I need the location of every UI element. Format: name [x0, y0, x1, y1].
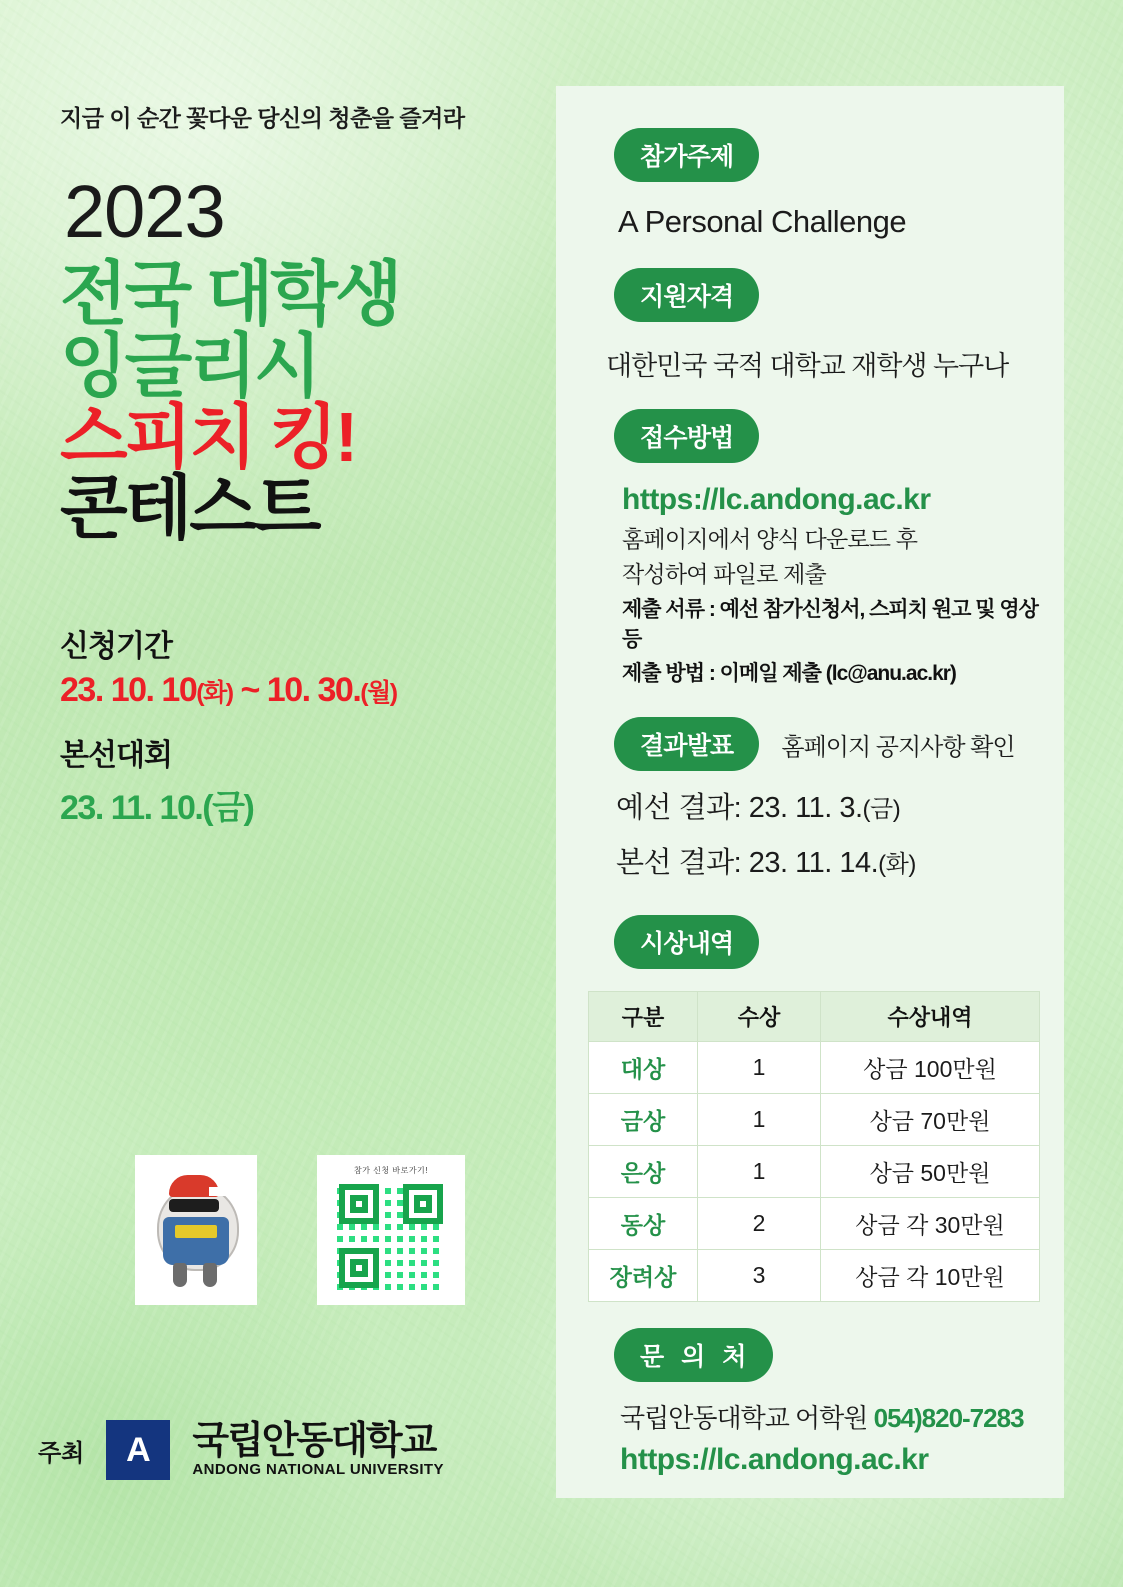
university-name-ko: 국립안동대학교: [192, 1420, 436, 1463]
results-pill: 결과발표: [614, 717, 759, 771]
qr-code-icon[interactable]: [337, 1182, 445, 1290]
mascot-legs: [173, 1263, 217, 1289]
results-prelim-label: 예선 결과:: [616, 792, 742, 824]
tagline: 지금 이 순간 꽃다운 당신의 청춘을 즐겨라: [60, 105, 465, 131]
prizes-header-category: 구분: [589, 992, 698, 1042]
results-final-value: 23. 11. 14.: [748, 847, 879, 879]
howto-pill: 접수방법: [614, 409, 759, 463]
host-row: [38, 1420, 444, 1480]
qr-caption: 참가 신청 바로가기!: [354, 1166, 428, 1175]
results-header-row: [614, 717, 1040, 771]
results-prelim-day: (금): [862, 796, 901, 823]
prizes-header-row: [589, 992, 1040, 1042]
howto-line-2: 작성하여 파일로 제출: [622, 561, 826, 587]
apply-start-day: (화): [196, 678, 233, 707]
apply-period-value: [60, 671, 560, 710]
prize-count: 1: [698, 1042, 821, 1094]
media-row: [135, 1155, 465, 1305]
prize-count: 2: [698, 1198, 821, 1250]
dates-block: [60, 621, 560, 829]
apply-start: 23. 10. 10: [60, 670, 197, 709]
results-prelim: [616, 785, 1040, 826]
title-line-1: 전국 대학생: [60, 255, 400, 334]
host-label: 주최: [38, 1439, 85, 1467]
section-howto: [614, 409, 1040, 687]
qr-card[interactable]: [317, 1155, 465, 1305]
table-row: [589, 1146, 1040, 1198]
prize-award: 상금 50만원: [821, 1146, 1040, 1198]
howto-url[interactable]: https://lc.andong.ac.kr: [622, 483, 931, 516]
table-row: [589, 1094, 1040, 1146]
prizes-pill: 시상내역: [614, 915, 759, 969]
results-note: 홈페이지 공지사항 확인: [781, 733, 1015, 761]
results-prelim-value: 23. 11. 3.: [748, 792, 863, 824]
results-final-label: 본선 결과:: [616, 847, 742, 879]
results-final: [616, 840, 1040, 881]
contact-phone[interactable]: 054)820-7283: [873, 1403, 1024, 1433]
apply-end: ~ 10. 30.: [232, 670, 361, 709]
title-line-3: 스피치 킹!: [60, 398, 356, 477]
prize-award: 상금 70만원: [821, 1094, 1040, 1146]
section-eligibility: [606, 268, 1040, 383]
prize-award: 상금 각 10만원: [821, 1250, 1040, 1302]
table-row: [589, 1250, 1040, 1302]
title-block: [60, 255, 560, 548]
university-logo-text: [192, 1422, 444, 1478]
howto-line-1: 홈페이지에서 양식 다운로드 후: [622, 526, 918, 552]
howto-method: 제출 방법 : 이메일 제출 (lc@anu.ac.kr): [622, 662, 956, 685]
topic-pill: 참가주제: [614, 128, 759, 182]
contact-org: 국립안동대학교 어학원: [620, 1403, 874, 1433]
university-name-en: ANDONG NATIONAL UNIVERSITY: [192, 1461, 444, 1479]
mascot-cap: [169, 1175, 219, 1197]
prizes-table: [588, 991, 1040, 1302]
contact-url[interactable]: https://lc.andong.ac.kr: [620, 1443, 929, 1476]
prizes-header-count: 수상: [698, 992, 821, 1042]
qr-eye-bottom-left: [339, 1248, 379, 1288]
apply-period-label: 신청기간: [60, 629, 172, 663]
prize-count: 1: [698, 1094, 821, 1146]
results-final-day: (화): [878, 851, 916, 878]
contact-org-line: [620, 1398, 1040, 1435]
title-line-2: 잉글리시: [60, 326, 319, 405]
left-column: [60, 100, 560, 849]
prize-category: 대상: [589, 1042, 698, 1094]
info-panel-inner: [556, 86, 1064, 969]
title-line-4: 콘테스트: [60, 469, 319, 548]
contact-pill: 문 의 처: [614, 1328, 773, 1382]
section-topic: [614, 128, 1040, 240]
eligibility-value: 대한민국 국적 대학교 재학생 누구나: [606, 351, 1009, 381]
prizes-header-award: 수상내역: [821, 992, 1040, 1042]
university-logo-icon: A: [106, 1420, 170, 1480]
apply-end-day: (월): [360, 678, 397, 707]
year-heading: 2023: [64, 170, 225, 253]
prize-category: 은상: [589, 1146, 698, 1198]
eligibility-pill: 지원자격: [614, 268, 759, 322]
prize-count: 3: [698, 1250, 821, 1302]
mascot-sunglasses-icon: [169, 1199, 219, 1212]
prize-count: 1: [698, 1146, 821, 1198]
prize-category: 동상: [589, 1198, 698, 1250]
prize-award: 상금 100만원: [821, 1042, 1040, 1094]
info-panel: [556, 86, 1064, 1498]
section-contact: [556, 1328, 1064, 1477]
section-results: [614, 717, 1040, 881]
prize-award: 상금 각 30만원: [821, 1198, 1040, 1250]
table-row: [589, 1198, 1040, 1250]
topic-value: A Personal Challenge: [618, 204, 907, 239]
final-contest-value: 23. 11. 10.(금): [60, 788, 254, 827]
prize-category: 장려상: [589, 1250, 698, 1302]
howto-documents: 제출 서류 : 예선 참가신청서, 스피치 원고 및 영상 등: [622, 598, 1038, 651]
section-prizes: [614, 915, 1040, 969]
mascot-image: [135, 1155, 257, 1305]
mascot-vest: [163, 1217, 229, 1265]
final-contest-label: 본선대회: [60, 738, 172, 772]
prize-category: 금상: [589, 1094, 698, 1146]
table-row: [589, 1042, 1040, 1094]
